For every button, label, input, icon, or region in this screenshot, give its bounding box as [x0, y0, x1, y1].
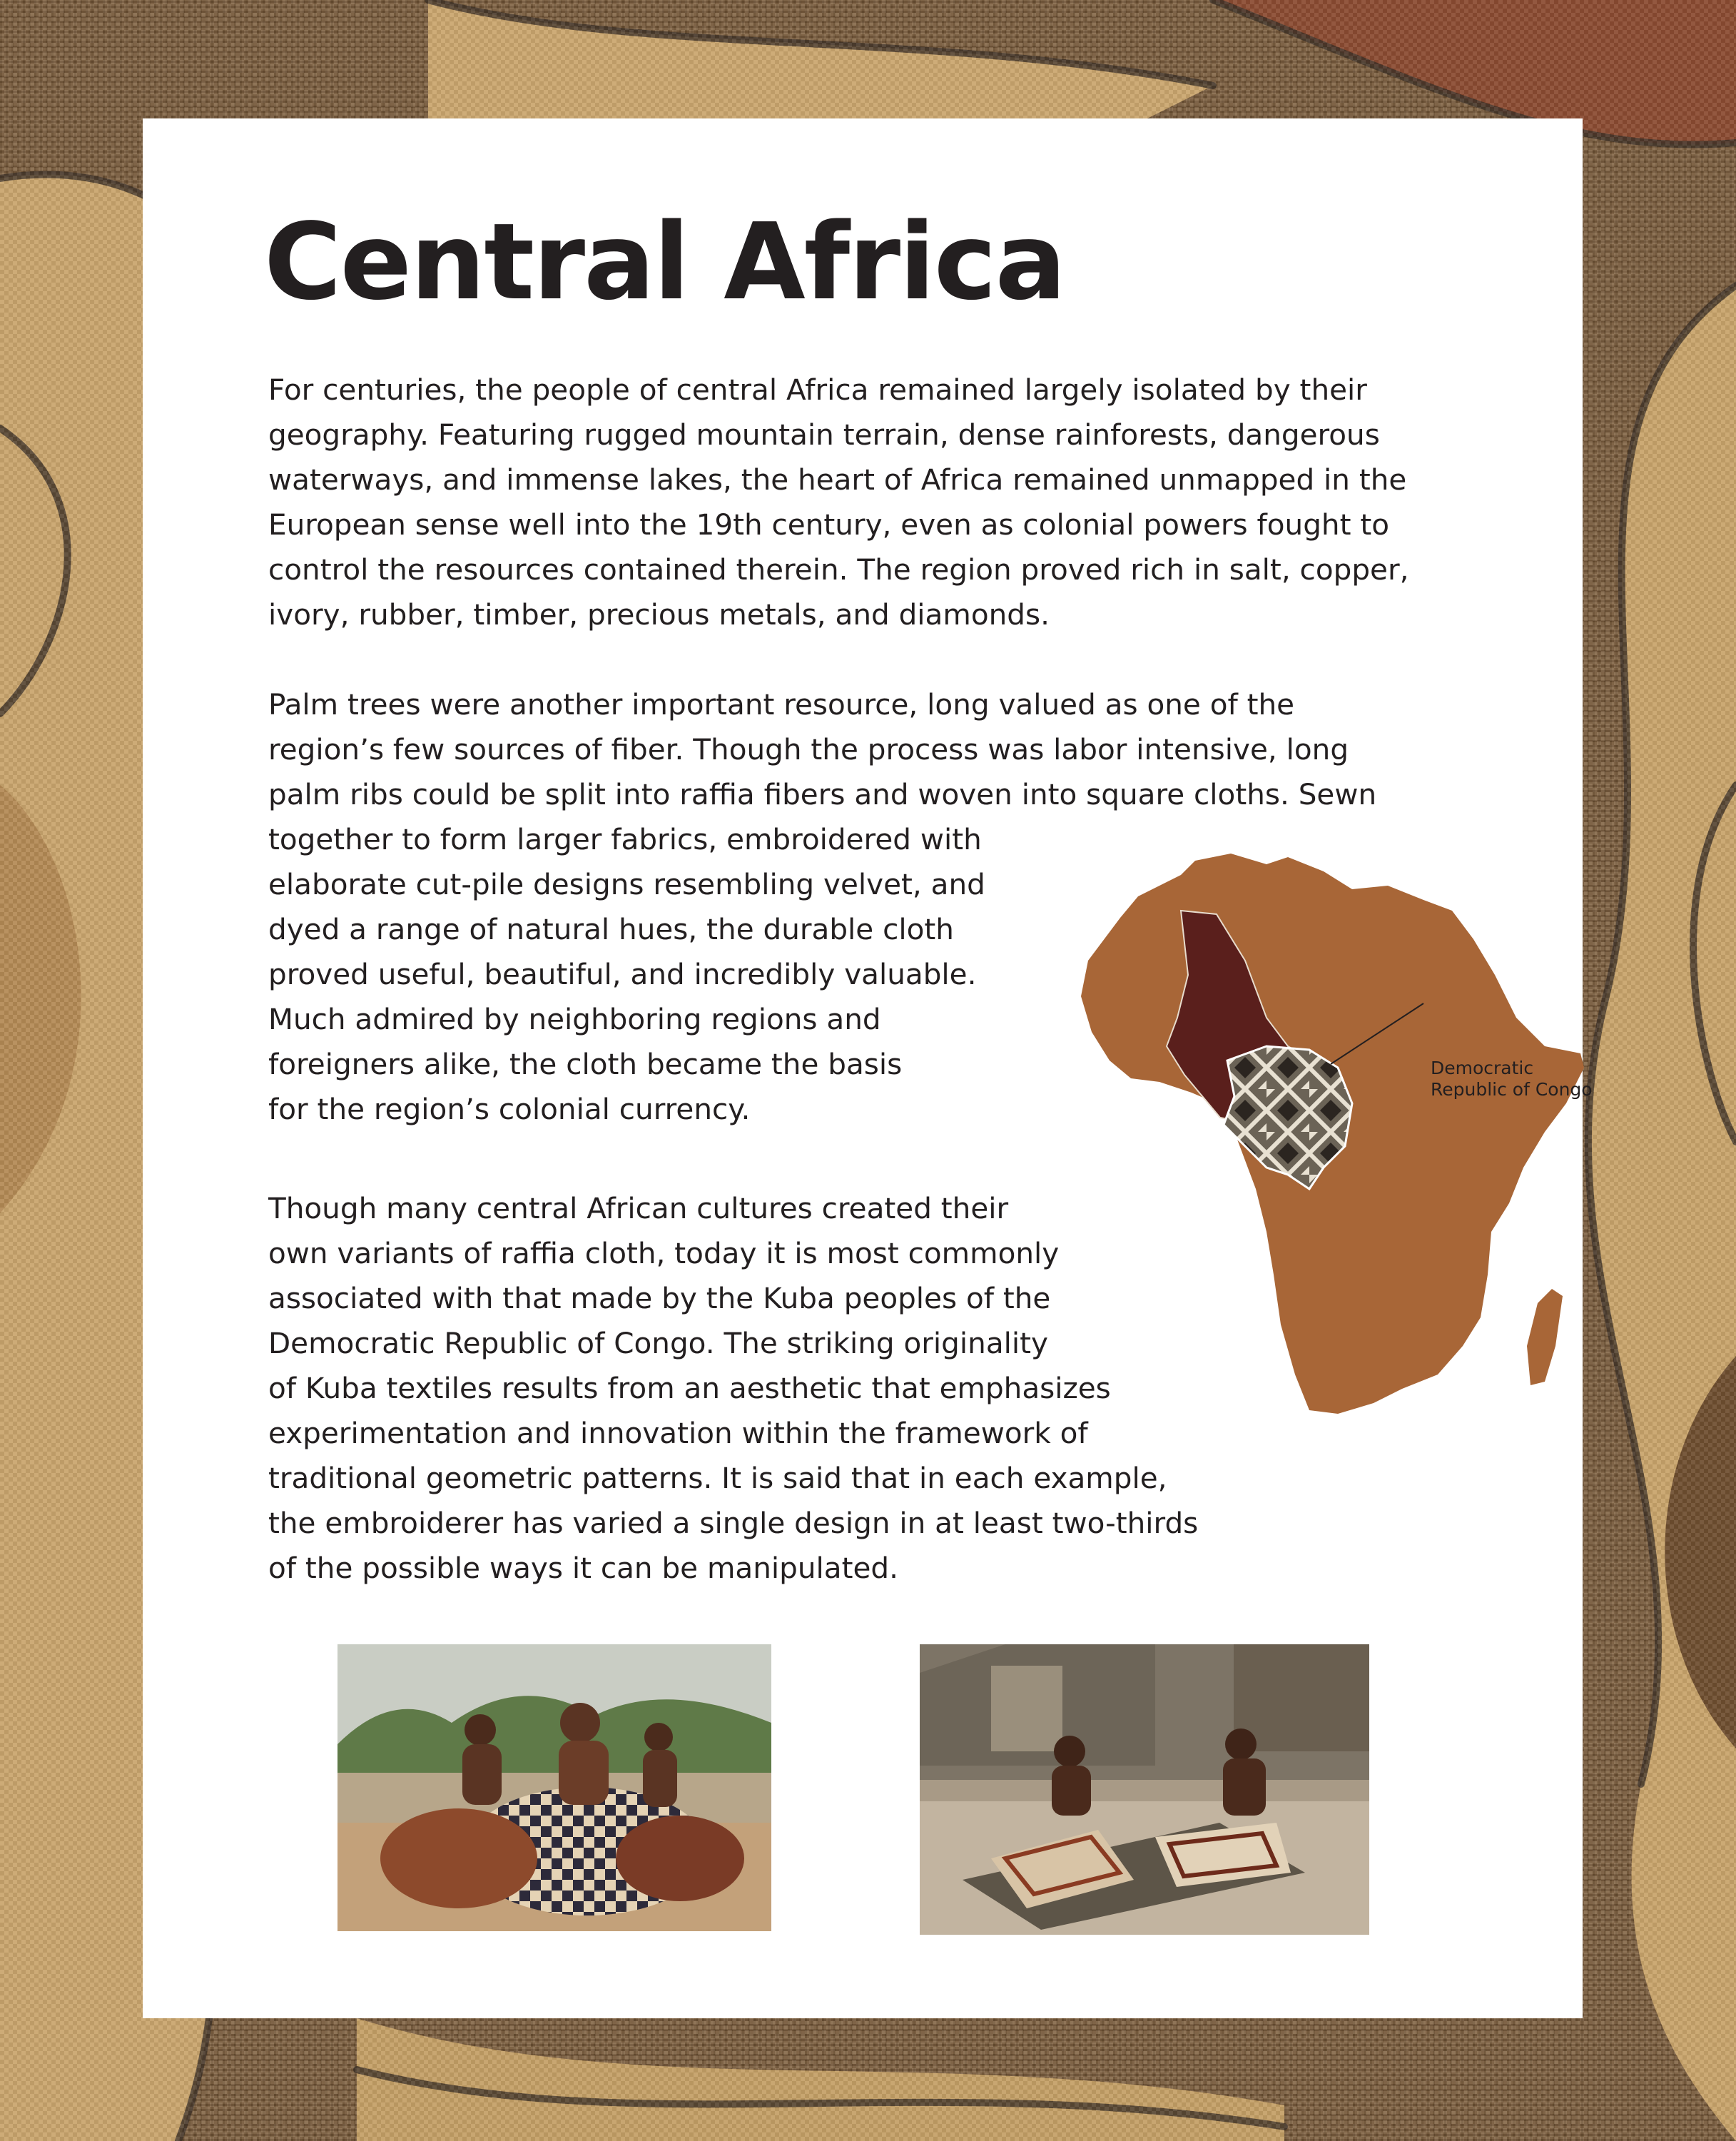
text-line: ivory, rubber, timber, precious metals, and diamonds.: [268, 597, 1050, 632]
text-line: proved useful, beautiful, and incredibly valuable.: [268, 957, 977, 991]
africa-map: [1052, 832, 1623, 1474]
text-line: traditional geometric patterns. It is said that in each example,: [268, 1461, 1167, 1495]
text-line: own variants of raffia cloth, today it is most commonly: [268, 1236, 1060, 1270]
text-line: Much admired by neighboring regions and: [268, 1002, 881, 1036]
text-line: of Kuba textiles results from an aesthetic that emphasizes: [268, 1371, 1111, 1405]
madagascar-shape: [1527, 1289, 1563, 1385]
text-line: associated with that made by the Kuba peoples of the: [268, 1281, 1051, 1315]
map-label-drc: [1431, 1058, 1593, 1100]
text-line: Democratic Republic of Congo. The striking originality: [268, 1326, 1048, 1360]
text-line: waterways, and immense lakes, the heart of Africa remained unmapped in the: [268, 462, 1407, 497]
text-line: together to form larger fabrics, embroidered with: [268, 822, 982, 856]
text-line: palm ribs could be split into raffia fibers and woven into square cloths. Sewn: [268, 777, 1377, 811]
text-line: Palm trees were another important resource, long valued as one of the: [268, 687, 1295, 722]
map-label-line: Republic of Congo: [1431, 1079, 1593, 1100]
content-panel: [143, 118, 1593, 2018]
text-line: the embroiderer has varied a single design in at least two-thirds: [268, 1506, 1199, 1540]
text-line: dyed a range of natural hues, the durable cloth: [268, 912, 954, 946]
page-title: Central Africa: [264, 201, 1065, 323]
map-label-line: Democratic: [1431, 1058, 1534, 1078]
text-line: Though many central African cultures created their: [268, 1191, 1009, 1225]
text-line: for the region’s colonial currency.: [268, 1092, 751, 1126]
text-line: European sense well into the 19th century, even as colonial powers fought to: [268, 507, 1390, 542]
photo-weavers: [920, 1644, 1369, 1935]
text-line: For centuries, the people of central Africa remained largely isolated by their: [268, 373, 1367, 407]
photo-dancers: [337, 1644, 771, 1931]
text-line: foreigners alike, the cloth became the basis: [268, 1047, 903, 1081]
text-line: geography. Featuring rugged mountain terrain, dense rainforests, dangerous: [268, 417, 1380, 452]
text-line: experimentation and innovation within the framework of: [268, 1416, 1088, 1450]
text-line: elaborate cut-pile designs resembling velvet, and: [268, 867, 985, 901]
text-line: region’s few sources of fiber. Though the process was labor intensive, long: [268, 732, 1349, 766]
text-line: of the possible ways it can be manipulated.: [268, 1551, 898, 1585]
paragraph-history: [268, 368, 1408, 637]
text-line: control the resources contained therein. The region proved rich in salt, copper,: [268, 552, 1409, 587]
